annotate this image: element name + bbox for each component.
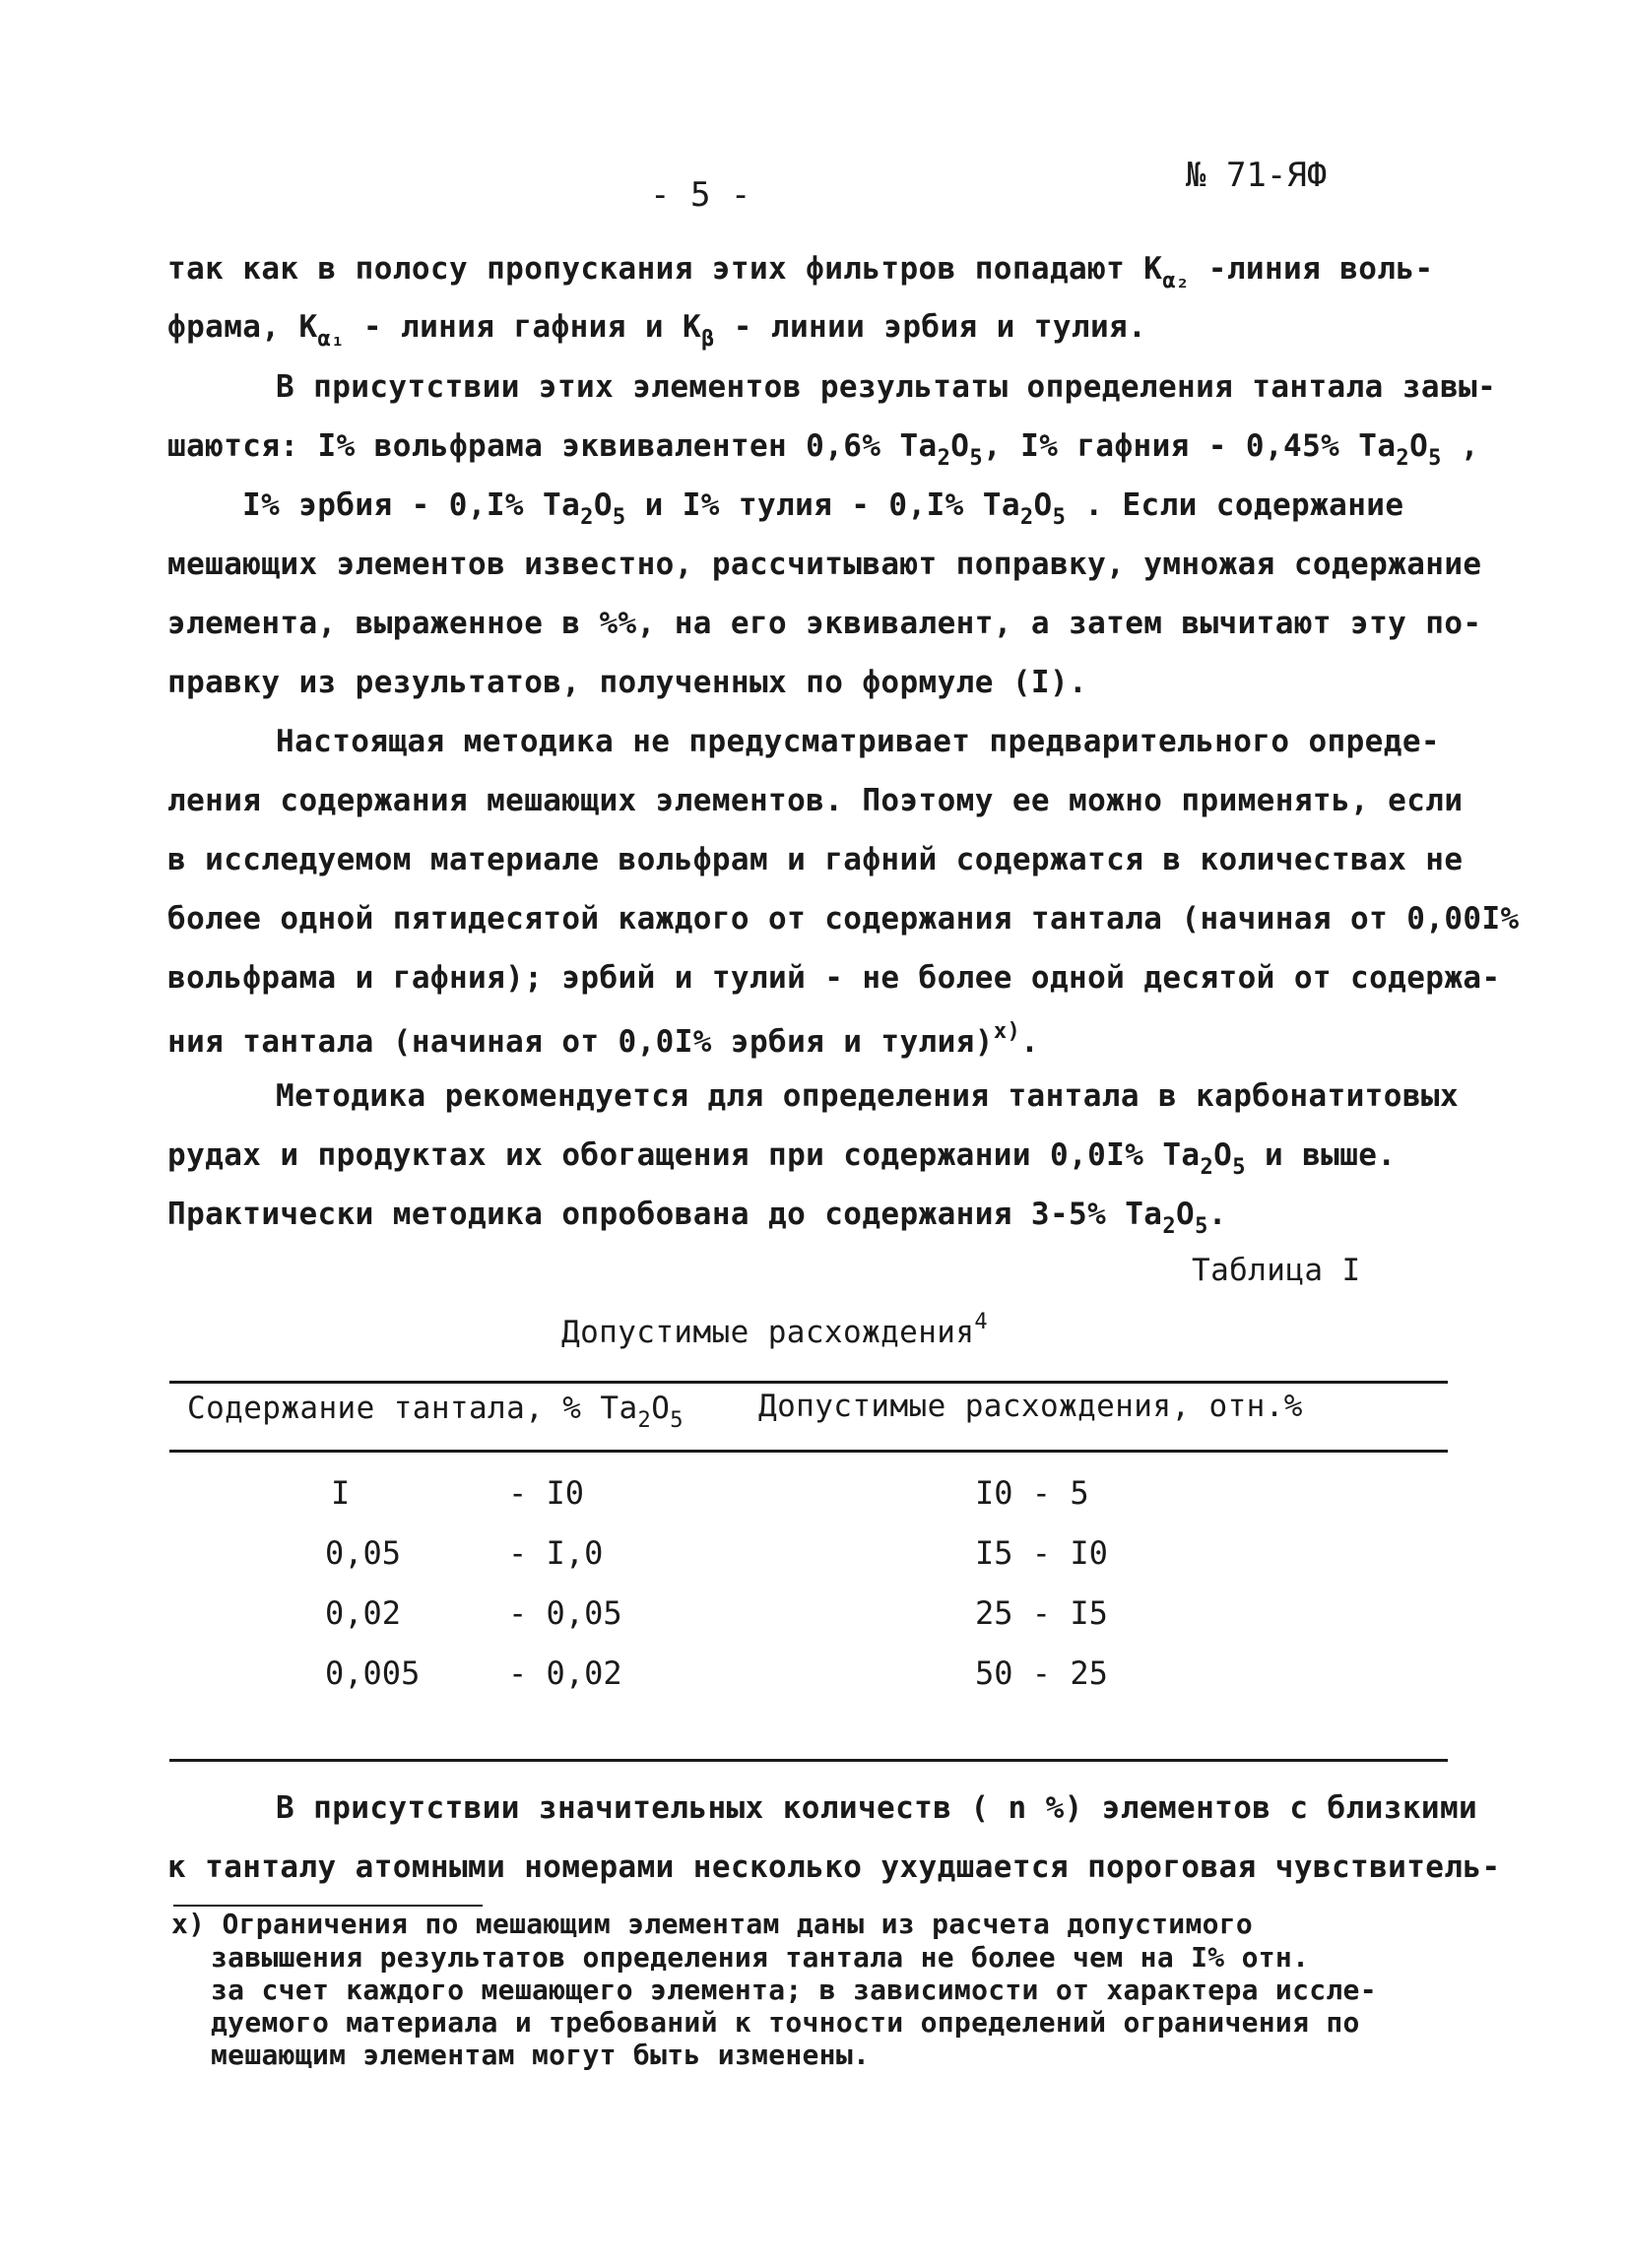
page-number: - 5 - <box>650 175 751 215</box>
table-row-1-from: 0,05 <box>325 1534 402 1572</box>
footnote-line: дуемого материала и требований к точности определений ограничения по <box>211 2006 1360 2039</box>
table-row-2-dev: 25 - I5 <box>975 1594 1108 1632</box>
table-row-0-to: - I0 <box>508 1474 585 1512</box>
footnote-marker: x) <box>993 1019 1021 1044</box>
text-line: Практически методика опробована до содержания 3-5% $Ta_2O_5$. <box>167 1197 1227 1239</box>
text-line: так как в полосу пропускания этих фильтров попадают $К_{\alpha_2}$ -линия воль- <box>167 251 1434 293</box>
text-line: Настоящая методика не предусматривает предварительного опреде- <box>276 724 1440 759</box>
text-line: вольфрама и гафния); эрбий и тулий - не более одной десятой от содержа- <box>167 960 1501 996</box>
document-number: № 71-ЯФ <box>1186 156 1328 195</box>
table-header-deviation: Допустимые расхождения, отн.% <box>758 1389 1303 1424</box>
text-line: к танталу атомными номерами несколько ухудшается пороговая чувствитель- <box>167 1849 1501 1885</box>
footnote-line: за счет каждого мешающего элемента; в зависимости от характера иссле- <box>211 1974 1377 2006</box>
table-row-3-to: - 0,02 <box>508 1654 622 1692</box>
table-row-3-dev: 50 - 25 <box>975 1654 1108 1692</box>
text-line: шаются: I% вольфрама эквивалентен 0,6% $Ta_2O_5$, I% гафния - 0,45% $Ta_2O_5$ , <box>167 428 1479 471</box>
table-title: Допустимые расхождения$^4$ <box>561 1310 989 1350</box>
table-top-rule <box>169 1381 1448 1384</box>
footnote-line: завышения результатов определения тантала не более чем на I% отн. <box>211 1941 1310 1974</box>
table-row-0-dev: I0 - 5 <box>975 1474 1089 1512</box>
footnote-line: x) Ограничения по мешающим элементам даны из расчета допустимого <box>171 1908 1254 1940</box>
text-line: Методика рекомендуется для определения тантала в карбонатитовых <box>276 1078 1460 1114</box>
table-row-2-to: - 0,05 <box>508 1594 622 1632</box>
table-row-1-to: - I,0 <box>508 1534 604 1572</box>
text-line: элемента, выраженное в %%, на его эквивалент, а затем вычитают эту по- <box>167 606 1482 641</box>
table-row-1-dev: I5 - I0 <box>975 1534 1108 1572</box>
text-line: правку из результатов, полученных по формуле (I). <box>167 665 1088 700</box>
text-line: ления содержания мешающих элементов. Поэтому ее можно применять, если <box>167 783 1464 818</box>
text-line: фрама, $К_{\alpha_1}$ - линия гафния и $К_\beta$ - линии эрбия и тулия. <box>167 309 1147 352</box>
text-line: в исследуемом материале вольфрам и гафний содержатся в количествах не <box>167 842 1464 877</box>
text-line: I% эрбия - 0,I% $Ta_2O_5$ и I% тулия - 0,I% $Ta_2O_5$ . Если содержание <box>242 487 1404 530</box>
k-alpha2-subscript: α₂ <box>1162 269 1190 293</box>
text-line: ния тантала (начиная от 0,0I% эрбия и тулия)$^{x)}$. <box>167 1019 1040 1060</box>
text-line: В присутствии значительных количеств ( n %) элементов с близкими <box>276 1790 1478 1826</box>
table-row-3-from: 0,005 <box>325 1654 421 1692</box>
text-line: рудах и продуктах их обогащения при содержании 0,0I% $Ta_2O_5$ и выше. <box>167 1137 1397 1180</box>
table-header-content: Содержание тантала, % $Ta_2O_5$ <box>187 1391 684 1433</box>
footnote-line: мешающим элементам могут быть изменены. <box>211 2039 871 2071</box>
table-label: Таблица I <box>1192 1253 1361 1288</box>
table-header-rule <box>169 1450 1448 1453</box>
text-line: В присутствии этих элементов результаты определения тантала завы- <box>276 369 1497 405</box>
text-line: мешающих элементов известно, рассчитывают поправку, умножая содержание <box>167 547 1482 582</box>
text-line: более одной пятидесятой каждого от содержания тантала (начиная от 0,00I% <box>167 901 1520 937</box>
table-row-2-from: 0,02 <box>325 1594 402 1632</box>
footnote-rule <box>173 1905 483 1907</box>
table-row-0-from: I <box>331 1474 351 1512</box>
table-bottom-rule <box>169 1759 1448 1762</box>
